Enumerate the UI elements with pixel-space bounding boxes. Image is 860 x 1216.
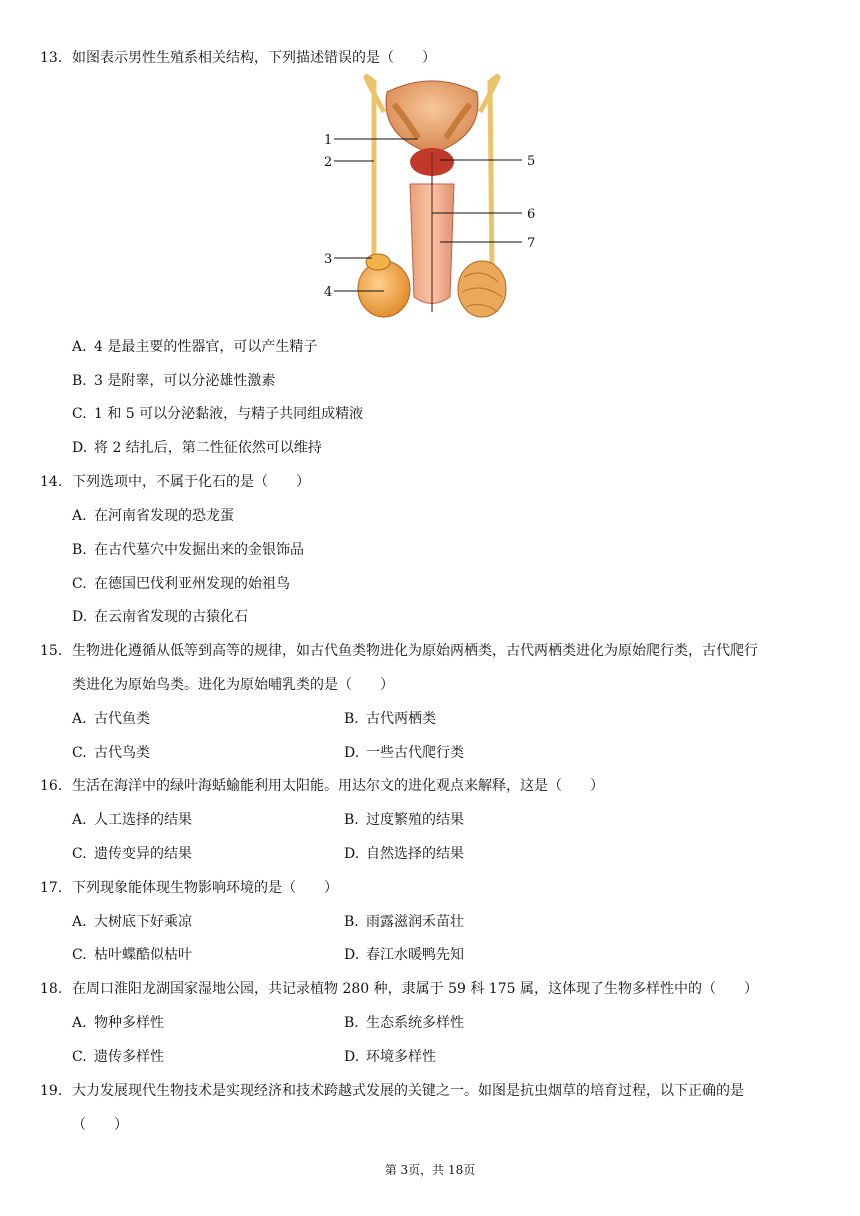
question-text-continued: （ ） — [72, 1117, 128, 1133]
option-d: D. 一些古代爬行类 — [344, 745, 464, 761]
figure-label-5: 5 — [527, 154, 536, 169]
option-b: B. 古代两栖类 — [344, 711, 436, 727]
option-b: B. 雨露滋润禾苗壮 — [344, 914, 464, 930]
option-d: D. 春江水暖鸭先知 — [344, 947, 464, 963]
figure-label-4: 4 — [324, 285, 333, 300]
option-d: D. 在云南省发现的古猿化石 — [72, 609, 248, 625]
option-b: B. 在古代墓穴中发掘出来的金银饰品 — [72, 542, 304, 558]
anatomy-illustration — [322, 72, 542, 320]
question-text: 下列选项中，不属于化石的是（ ） — [72, 474, 310, 490]
option-c: C. 古代鸟类 — [72, 745, 150, 761]
option-c: C. 在德国巴伐利亚州发现的始祖鸟 — [72, 576, 290, 592]
question-14 — [40, 465, 820, 499]
option-a: A. 古代鱼类 — [72, 711, 150, 727]
male-reproductive-system-figure — [322, 72, 542, 320]
question-number: 13. — [40, 50, 63, 66]
question-18 — [40, 972, 820, 1006]
option-a: A. 人工选择的结果 — [72, 812, 192, 828]
option-c: C. 1 和 5 可以分泌黏液，与精子共同组成精液 — [72, 406, 364, 422]
question-text: 大力发展现代生物技术是实现经济和技术跨越式发展的关键之一。如图是抗虫烟草的培育过程，以下正确的是 — [72, 1083, 744, 1099]
question-number: 14. — [40, 474, 63, 490]
question-19 — [40, 1074, 820, 1108]
page-footer: 第 3页，共 18页 — [384, 1163, 476, 1177]
option-c: C. 遗传多样性 — [72, 1049, 164, 1065]
option-b: B. 生态系统多样性 — [344, 1015, 464, 1031]
option-b: B. 过度繁殖的结果 — [344, 812, 464, 828]
option-a: A. 大树底下好乘凉 — [72, 914, 192, 930]
question-16 — [40, 769, 820, 803]
question-number: 15. — [40, 643, 63, 659]
question-text: 生活在海洋中的绿叶海蛞蝓能利用太阳能。用达尔文的进化观点来解释，这是（ ） — [72, 778, 604, 794]
option-c: C. 枯叶蝶酷似枯叶 — [72, 947, 192, 963]
question-text: 生物进化遵循从低等到高等的规律，如古代鱼类物进化为原始两栖类，古代两栖类进化为原始爬行类，古代爬行 — [72, 643, 758, 659]
option-d: D. 自然选择的结果 — [344, 846, 464, 862]
question-text: 如图表示男性生殖系相关结构，下列描述错误的是（ ） — [72, 50, 436, 66]
figure-label-1: 1 — [324, 133, 333, 148]
option-d: D. 环境多样性 — [344, 1049, 436, 1065]
option-a: A. 4 是最主要的性器官，可以产生精子 — [72, 339, 318, 355]
figure-label-2: 2 — [324, 155, 333, 170]
question-17 — [40, 871, 820, 905]
question-number: 16. — [40, 778, 63, 794]
option-c: C. 遗传变异的结果 — [72, 846, 192, 862]
option-a: A. 物种多样性 — [72, 1015, 164, 1031]
question-text: 下列现象能体现生物影响环境的是（ ） — [72, 880, 338, 896]
figure-label-6: 6 — [527, 207, 536, 222]
question-number: 17. — [40, 880, 63, 896]
option-d: D. 将 2 结扎后，第二性征依然可以维持 — [72, 440, 322, 456]
option-a: A. 在河南省发现的恐龙蛋 — [72, 508, 234, 524]
question-13 — [40, 41, 820, 75]
question-15 — [40, 634, 820, 668]
figure-label-3: 3 — [324, 252, 333, 267]
question-number: 19. — [40, 1083, 63, 1099]
option-b: B. 3 是附睾，可以分泌雄性激素 — [72, 373, 276, 389]
question-text: 在周口淮阳龙湖国家湿地公园，共记录植物 280 种，隶属于 59 科 175 属，这体现了生物多样性中的（ ） — [72, 981, 758, 997]
question-number: 18. — [40, 981, 63, 997]
figure-label-7: 7 — [527, 236, 536, 251]
question-text-continued: 类进化为原始鸟类。进化为原始哺乳类的是（ ） — [72, 677, 394, 693]
